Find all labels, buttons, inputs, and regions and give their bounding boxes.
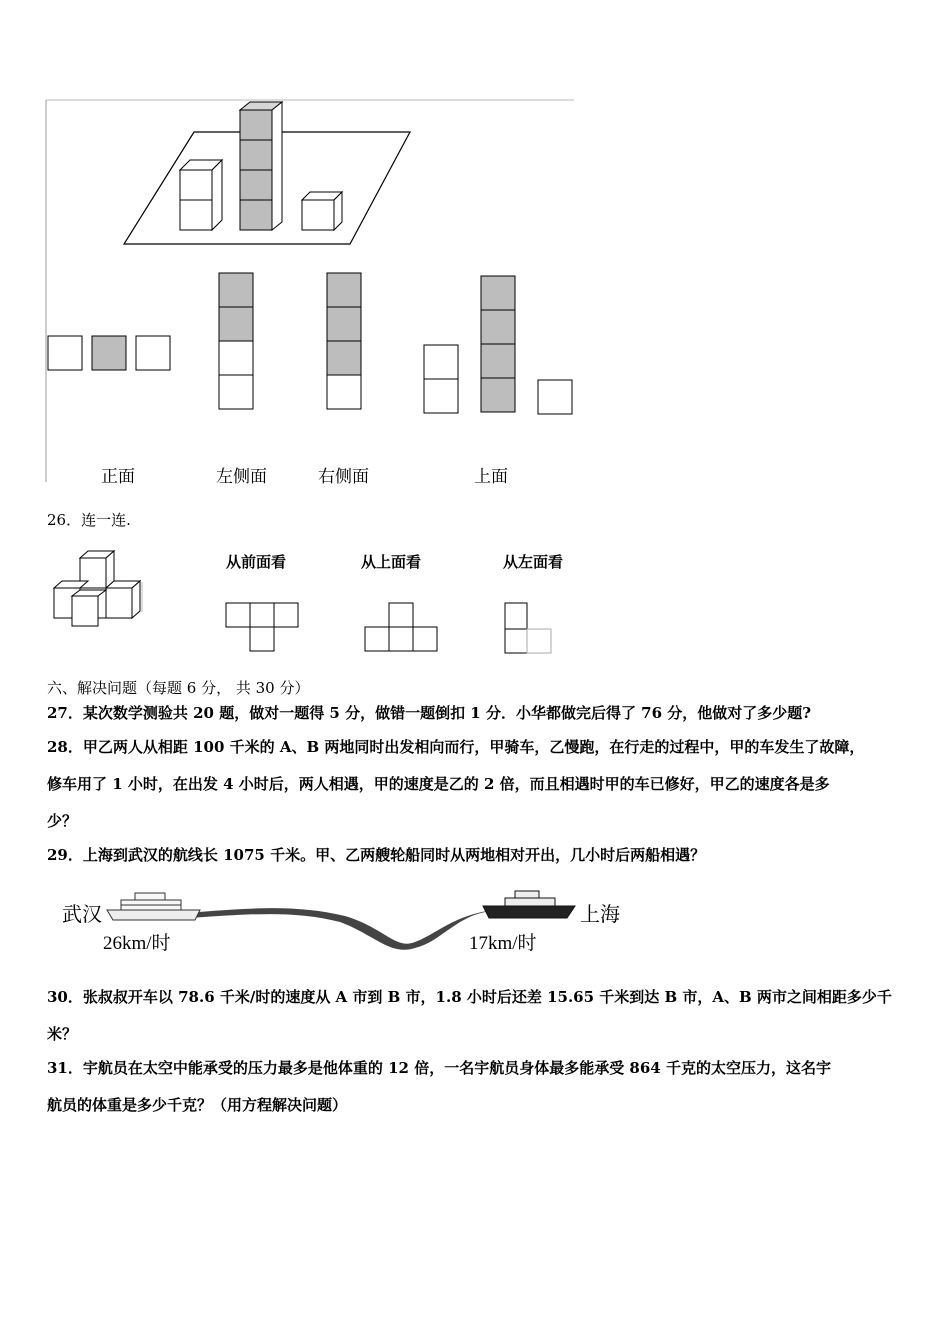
q31-line1: 31．宇航员在太空中能承受的压力最多是他体重的 12 倍，一名宇航员身体最多能承受 864 千克的太空压力，这名宇 — [47, 1059, 831, 1077]
q28-line3: 少？ — [47, 812, 78, 830]
q26-title: 26．连一连. — [47, 511, 131, 529]
q26-left-view — [504, 602, 564, 657]
q30-line2: 米？ — [47, 1025, 78, 1043]
right-city: 上海 — [580, 902, 620, 926]
q26-front-view — [225, 602, 305, 657]
left-city: 武汉 — [62, 902, 102, 926]
q26-label-top: 从上面看 — [361, 553, 422, 571]
right-speed: 17km/时 — [469, 933, 537, 954]
q26-label-front: 从前面看 — [226, 553, 287, 571]
q28-line1: 28．甲乙两人从相距 100 千米的 A、B 两地同时出发相向而行，甲骑车，乙慢跑，在行走的过程中，甲的车发生了故障， — [47, 738, 865, 756]
ship-icon-right — [483, 891, 575, 918]
cube-stack-figure — [44, 98, 584, 488]
q30-line1: 30．张叔叔开车以 78.6 千米/时的速度从 A 市到 B 市，1.8 小时后还差 15.65 千米到达 B 市，A、B 两市之间相距多少千 — [47, 988, 892, 1006]
front-view-square — [48, 336, 82, 370]
q28-line2: 修车用了 1 小时，在出发 4 小时后，两人相遇，甲的速度是乙的 2 倍，而且相遇时甲的车已修好，甲乙的速度各是多 — [47, 775, 830, 793]
q26-top-view — [364, 602, 444, 657]
front-view-square — [136, 336, 170, 370]
view-label-front: 正面 — [101, 467, 135, 487]
section6-title: 六、解决问题（每题 6 分， 共 30 分） — [47, 679, 310, 697]
q31-line2: 航员的体重是多少千克？（用方程解决问题） — [47, 1096, 348, 1114]
q26-label-left: 从左面看 — [503, 553, 564, 571]
view-label-right: 右侧面 — [318, 467, 369, 487]
front-view-square — [92, 336, 126, 370]
q27-text: 27．某次数学测验共 20 题，做对一题得 5 分，做错一题倒扣 1 分．小华都做完后得了 76 分，他做对了多少题? — [47, 704, 812, 722]
view-label-top: 上面 — [474, 467, 508, 487]
left-speed: 26km/时 — [103, 933, 171, 954]
ship-icon-left — [107, 893, 200, 920]
view-label-left: 左侧面 — [216, 467, 267, 487]
q26-solid-figure — [50, 548, 160, 638]
q29-text: 29．上海到武汉的航线长 1075 千米。甲、乙两艘轮船同时从两地相对开出，几小时后两船相遇？ — [47, 846, 706, 864]
